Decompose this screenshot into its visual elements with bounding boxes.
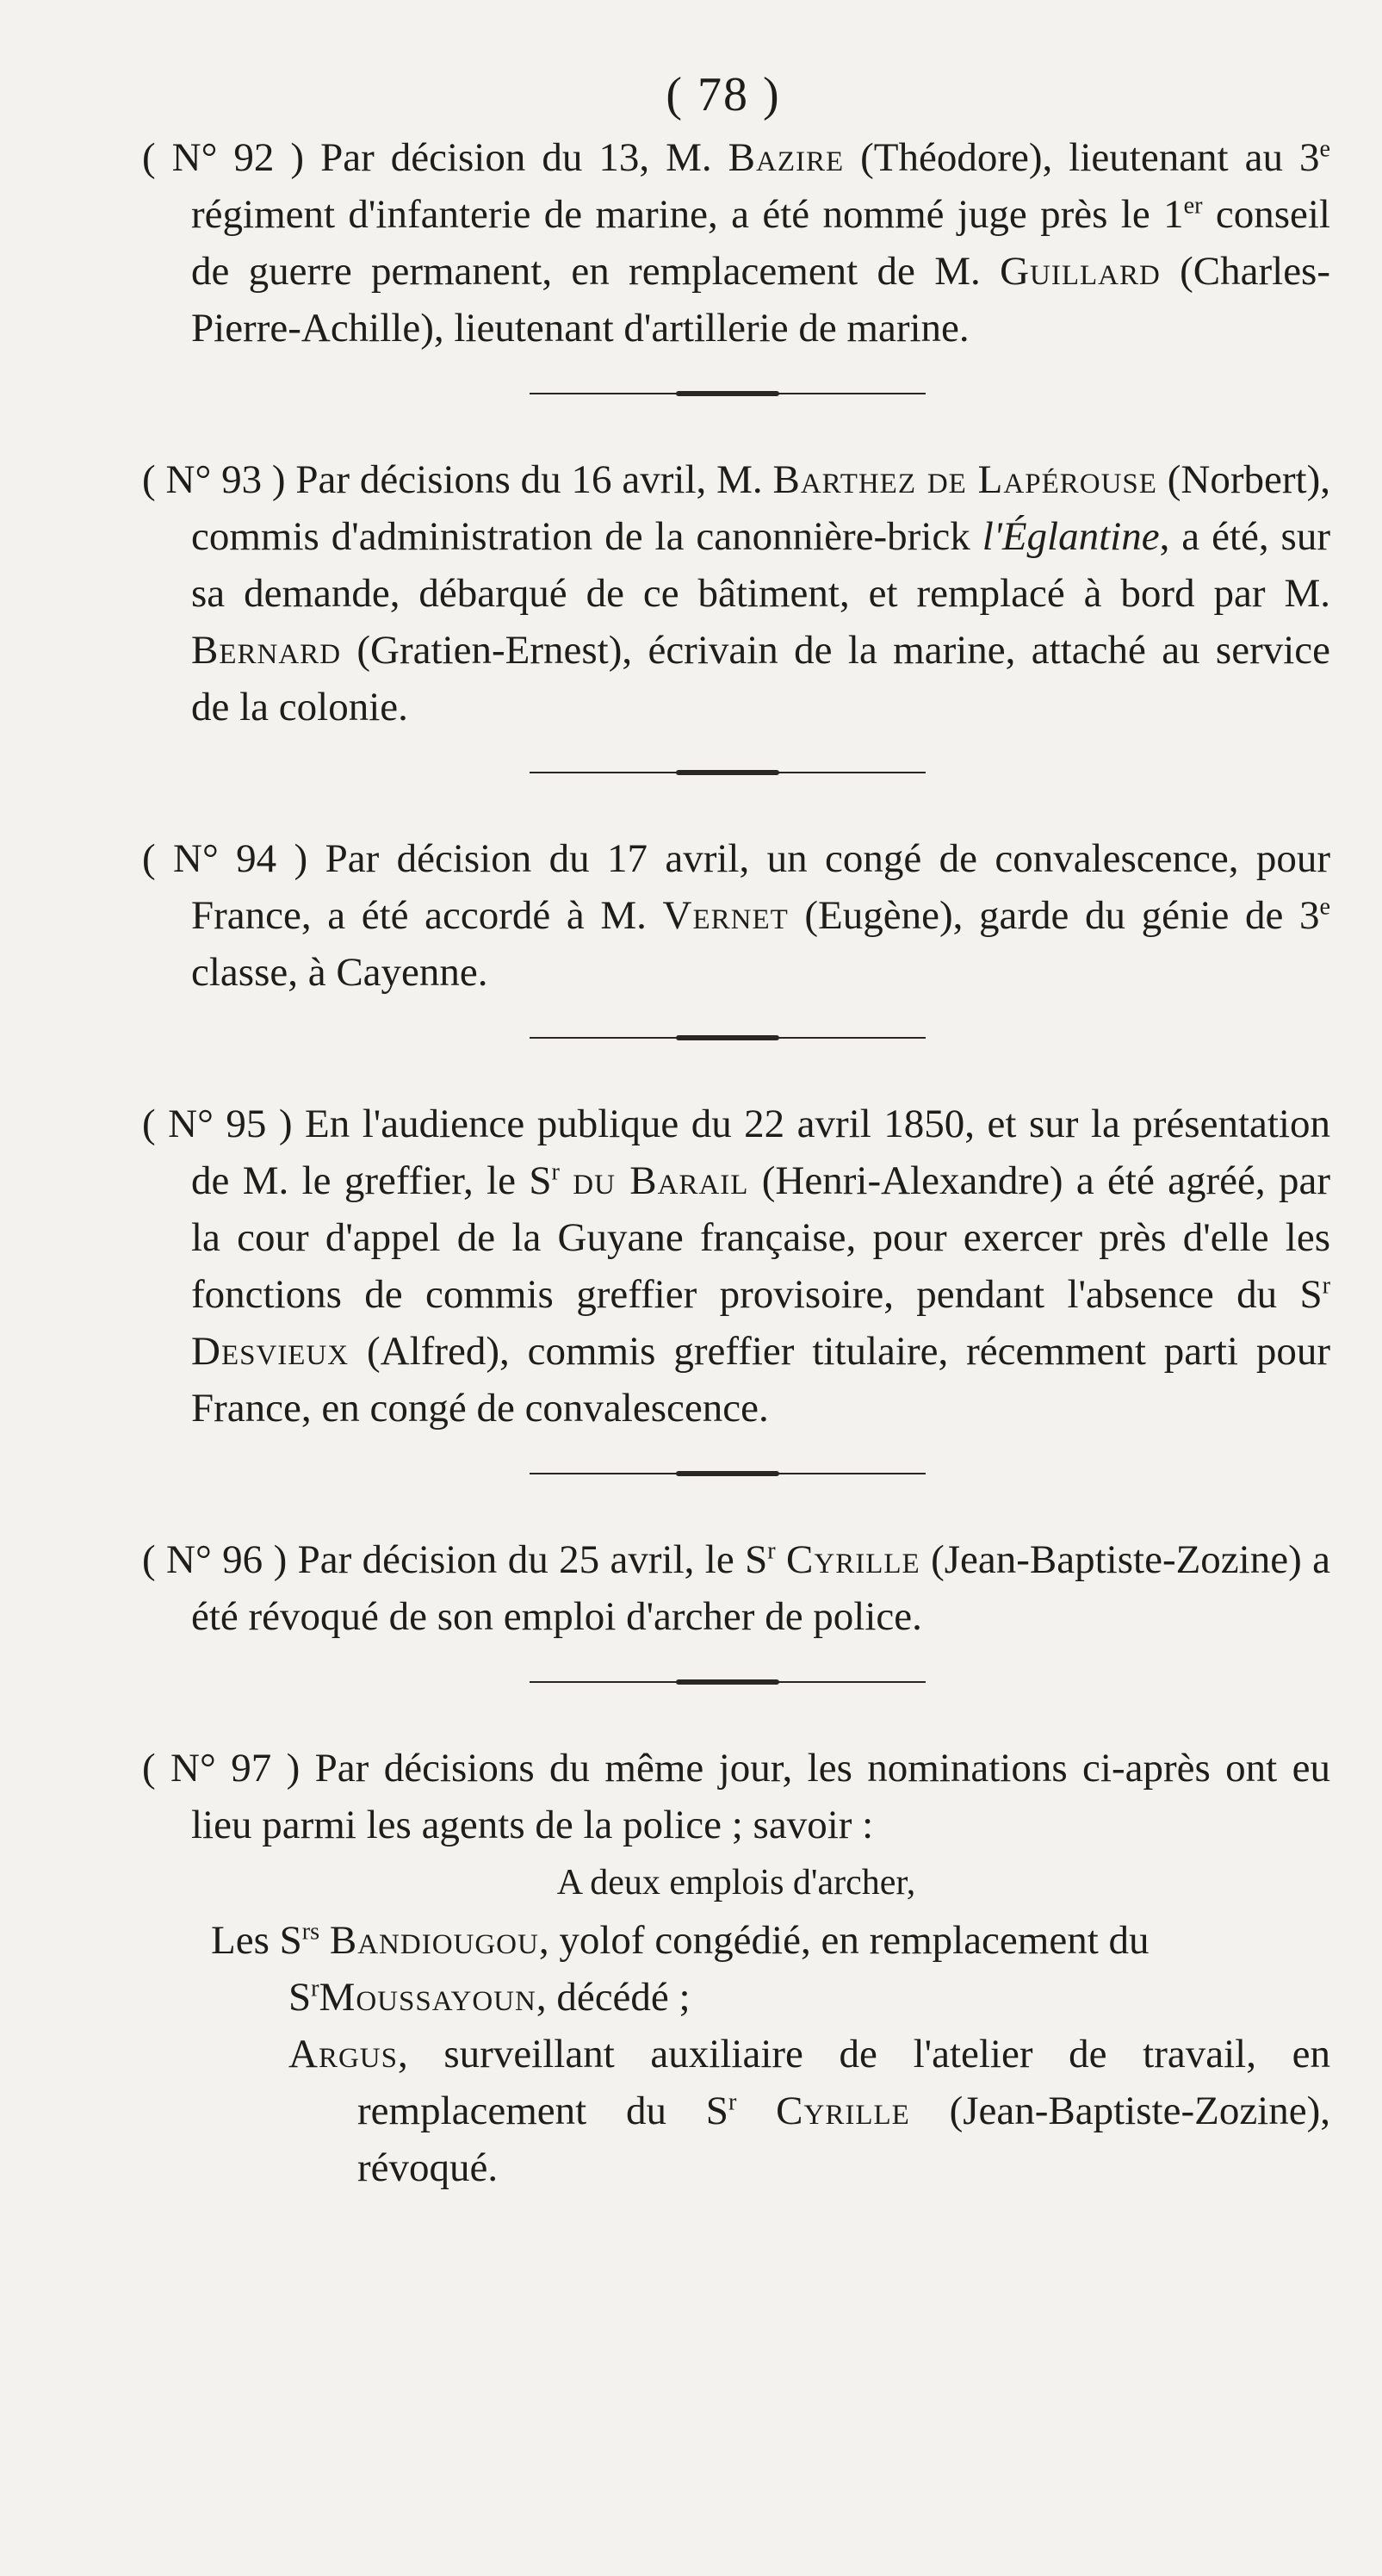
entry-text: (Gratien-Ernest), écrivain de la marine, attaché au service de la colonie. bbox=[191, 628, 1330, 729]
entry-96 bbox=[142, 1531, 1330, 1645]
entry-number: ( N° 93 ) bbox=[142, 457, 286, 502]
entry-number: ( N° 97 ) bbox=[142, 1746, 301, 1791]
list-text: , décédé ; bbox=[536, 1975, 691, 2020]
entry-text: En l'audience publique du 22 avril 1850, et sur la présentation de M. le greffier, le S bbox=[191, 1102, 1330, 1203]
entry-text bbox=[560, 1158, 573, 1203]
list-item bbox=[142, 1912, 1330, 2026]
entry-number: ( N° 95 ) bbox=[142, 1102, 293, 1146]
section-divider bbox=[530, 1678, 926, 1686]
entry-number: ( N° 96 ) bbox=[142, 1537, 288, 1582]
entry-92 bbox=[142, 129, 1330, 357]
entry-text: Par décisions du même jour, les nominations ci-après ont eu lieu parmi les agents de la police ; savoir : bbox=[191, 1746, 1330, 1847]
ship-name: l'Églantine bbox=[982, 514, 1160, 559]
section-divider bbox=[530, 389, 926, 398]
list-text: (Jean-Baptiste-Zozine), révoqué. bbox=[357, 2089, 1330, 2190]
entry-text: Par décision du 25 avril, le S bbox=[287, 1537, 768, 1582]
person-name: Argus bbox=[288, 2032, 398, 2076]
entry-text: (Henri-Alexandre) a été agréé, par la cour d'appel de la Guyane française, pour exercer près d'elle les fonctions de commis greffier provisoire, pendant l'absence du S bbox=[191, 1158, 1330, 1317]
entry-95 bbox=[142, 1096, 1330, 1437]
person-name: Guillard bbox=[1000, 249, 1161, 294]
entry-97 bbox=[142, 1740, 1330, 1853]
entry-number: ( N° 92 ) bbox=[142, 135, 305, 180]
person-name: Moussayoun bbox=[319, 1975, 536, 2020]
section-divider bbox=[530, 768, 926, 777]
entry-text: (Théodore), lieutenant au 3 bbox=[844, 135, 1320, 180]
superscript: r bbox=[551, 1158, 560, 1186]
superscript: r bbox=[1322, 1272, 1330, 1300]
entry-text: (Jean-Baptiste-Zozine) a été révoqué de son emploi d'archer de police. bbox=[191, 1537, 1331, 1639]
superscript: r bbox=[767, 1537, 776, 1565]
superscript: rs bbox=[301, 1918, 320, 1946]
superscript: e bbox=[1319, 893, 1331, 921]
section-divider bbox=[530, 1469, 926, 1478]
person-name: Vernet bbox=[662, 893, 789, 938]
person-name: Bazire bbox=[728, 135, 845, 180]
entry-text: (Norbert), commis d'administration de la canonnière-brick bbox=[191, 457, 1330, 559]
person-name: Bandiougou bbox=[329, 1918, 539, 1963]
entry-93 bbox=[142, 451, 1330, 736]
list-text: S bbox=[288, 1975, 312, 2020]
superscript: e bbox=[1319, 135, 1330, 163]
subheading: A deux emplois d'archer, bbox=[556, 1863, 916, 1903]
person-name: Cyrille bbox=[786, 1537, 920, 1582]
section-divider bbox=[530, 1034, 926, 1042]
entry-text: (Charles-Pierre-Achille), lieutenant d'artillerie de marine. bbox=[191, 249, 1331, 351]
superscript: er bbox=[1183, 192, 1203, 220]
list-item bbox=[142, 2026, 1330, 2196]
superscript: r bbox=[728, 2089, 737, 2116]
superscript: r bbox=[311, 1975, 319, 2002]
entry-text: (Eugène), garde du génie de 3 bbox=[788, 893, 1320, 938]
person-name: du Barail bbox=[573, 1158, 749, 1203]
entry-text: conseil de guerre permanent, en remplacement de M. bbox=[191, 192, 1330, 294]
list-continuation bbox=[211, 1969, 1330, 2026]
entry-94 bbox=[142, 830, 1330, 1001]
list-text: , yolof congédié, en remplacement du bbox=[538, 1918, 1150, 1963]
entry-text: (Alfred), commis greffier titulaire, récemment parti pour France, en congé de convalescence. bbox=[191, 1329, 1330, 1431]
entry-text bbox=[776, 1537, 786, 1582]
entry-text: Par décision du 13, M. bbox=[304, 135, 728, 180]
list-text: , surveillant auxiliaire de l'atelier de travail, en remplacement du S bbox=[357, 2032, 1330, 2133]
page-number: ( 78 ) bbox=[666, 68, 781, 121]
person-name: Barthez de Lapérouse bbox=[772, 457, 1157, 502]
entry-text: , a été, sur sa demande, débarqué de ce bâtiment, et remplacé à bord par M. bbox=[191, 514, 1330, 616]
entry-number: ( N° 94 ) bbox=[142, 836, 308, 881]
entry-text: Par décision du 17 avril, un congé de convalescence, pour France, a été accordé à M. bbox=[191, 836, 1330, 938]
entry-text: Par décisions du 16 avril, M. bbox=[285, 457, 773, 502]
person-name: Cyrille bbox=[776, 2089, 910, 2133]
list-text bbox=[736, 2089, 776, 2133]
person-name: Bernard bbox=[191, 628, 342, 673]
list-text: Les S bbox=[211, 1918, 302, 1963]
entry-text: classe, à Cayenne. bbox=[191, 950, 488, 995]
entry-text: régiment d'infanterie de marine, a été nommé juge près le 1 bbox=[191, 192, 1184, 237]
person-name: Desvieux bbox=[191, 1329, 350, 1374]
